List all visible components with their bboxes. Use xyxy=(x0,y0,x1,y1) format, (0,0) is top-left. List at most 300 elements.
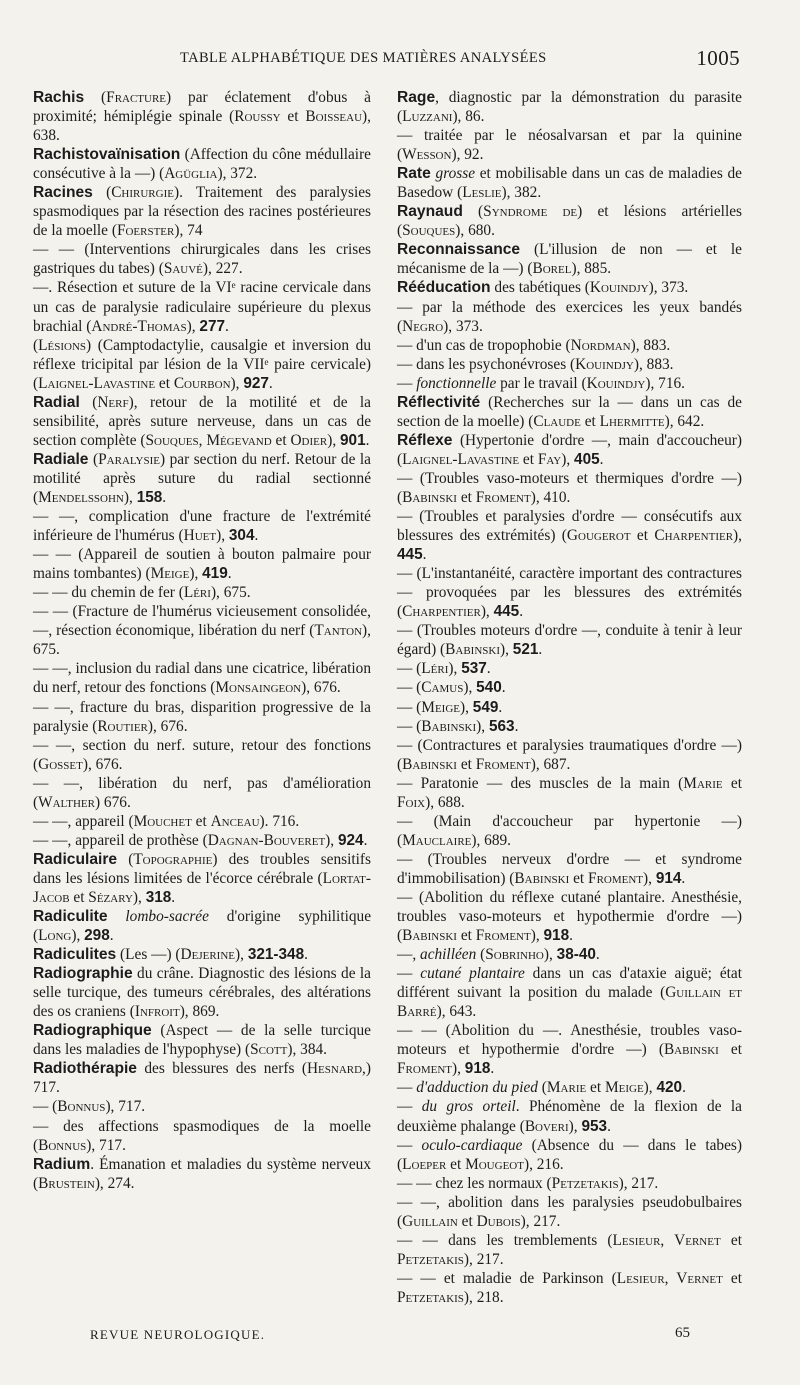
entry-text: ), xyxy=(325,831,338,849)
index-entry xyxy=(33,945,371,964)
author-name: Dagnan-Bouveret xyxy=(207,831,326,849)
index-entry xyxy=(33,183,371,240)
entry-text: . xyxy=(498,698,503,716)
entry-text: et xyxy=(586,1079,605,1097)
index-entry xyxy=(33,1021,371,1059)
entry-text: ), 676. xyxy=(82,755,123,773)
italic-term: d'adduction du pied xyxy=(416,1079,538,1097)
entry-text: ), xyxy=(643,869,656,887)
author-name: Meige xyxy=(604,1079,644,1097)
author-name: Froment xyxy=(475,488,531,506)
page-ref-bold: 445 xyxy=(397,546,423,564)
author-name: Sézary xyxy=(88,888,133,906)
entry-text: . xyxy=(607,1117,611,1135)
index-entry xyxy=(33,393,371,450)
entry-text: et xyxy=(580,412,600,430)
entry-text: ), 680. xyxy=(455,222,495,240)
italic-term: lombo-sacrée xyxy=(125,908,209,926)
entry-text: — (Troubles moteurs d'ordre —, conduite à tenir à leur égard) ( xyxy=(397,622,742,659)
entry-heading: Reconnaissance xyxy=(397,241,521,259)
author-name: Loeper xyxy=(402,1155,447,1173)
entry-text: ), 86. xyxy=(452,108,485,126)
entry-heading: Radiographique xyxy=(33,1022,152,1040)
index-entry xyxy=(397,88,742,126)
entry-text xyxy=(108,908,126,925)
entry-text: ), xyxy=(230,374,244,392)
index-entry xyxy=(397,774,742,812)
entry-text: ), xyxy=(189,565,203,583)
index-entry xyxy=(33,1117,371,1155)
entry-text: — (Troubles nerveux d'ordre — et syndrome d'immobilisation) ( xyxy=(397,850,742,887)
author-name: Bonnus xyxy=(38,1136,87,1154)
index-entry xyxy=(33,850,371,907)
author-name: Froment xyxy=(475,755,531,773)
author-name: Borel xyxy=(532,260,572,278)
author-name: Sobrinho xyxy=(485,946,544,964)
entry-text: — —, appareil ( xyxy=(33,812,134,830)
entry-text: et mobilisable dans un cas de maladies de Basedow ( xyxy=(397,165,742,202)
page-ref-bold: 563 xyxy=(488,717,515,735)
italic-term: du gros orteil xyxy=(421,1098,516,1116)
entry-text: ) par section du nerf. Retour de la motilité après suture du radial sectionné ( xyxy=(33,450,371,506)
italic-term: achilléen xyxy=(420,946,477,964)
entry-text: ), retour de la motilité et de la sensibilité, après suture nerveuse, dans un cas de section complète ( xyxy=(33,393,371,449)
entry-text: ,) 717. xyxy=(33,1060,371,1097)
author-name: Lhermitte xyxy=(599,412,665,430)
entry-text: ), xyxy=(476,717,489,735)
author-name: Babinski xyxy=(402,488,457,506)
entry-text: ) (Camptodactylie, causalgie et inversion du réflexe tricipital par lésion de la VIIᵉ paire cervicale) ( xyxy=(33,336,371,392)
index-entry xyxy=(33,336,371,393)
entry-text: — xyxy=(397,374,417,392)
entry-text: ), xyxy=(543,946,557,964)
entry-text: ). 716. xyxy=(259,812,300,830)
page-ref-bold: 420 xyxy=(656,1079,683,1097)
page-ref-bold: 549 xyxy=(472,698,499,716)
index-entry xyxy=(397,431,742,469)
author-name: Lortat-Jacob xyxy=(33,869,371,906)
entry-text: ), 676. xyxy=(301,679,341,697)
entry-text: (Affection du cône médullaire consécutive à la —) ( xyxy=(33,146,371,183)
author-name: Charpentier xyxy=(402,603,481,621)
entry-text: ), xyxy=(480,603,494,621)
index-entry xyxy=(397,1021,742,1078)
entry-text: ), xyxy=(186,317,200,335)
author-name: Babinski xyxy=(445,641,500,659)
index-entry xyxy=(33,1059,371,1097)
entry-text: . xyxy=(538,641,543,659)
entry-text: ), 217. xyxy=(618,1174,659,1192)
index-entry xyxy=(33,1155,371,1193)
entry-text: (Recherches sur la — dans un cas de section de la moelle) ( xyxy=(397,393,742,430)
author-name: Boisseau xyxy=(305,108,363,126)
author-name: Lesieur, Vernet xyxy=(616,1269,723,1287)
entry-text: ), xyxy=(643,1079,657,1097)
entry-text: ), 687. xyxy=(530,755,571,773)
entry-text: et xyxy=(446,1155,466,1173)
entry-heading: Racines xyxy=(33,184,93,202)
entry-text: — d'un cas de tropophobie ( xyxy=(397,336,571,354)
index-entry xyxy=(397,678,742,697)
author-name: Foerster xyxy=(116,222,175,240)
author-name: Agüglia xyxy=(164,165,218,183)
author-name: Lesieur, Vernet xyxy=(612,1231,721,1249)
entry-text: — ( xyxy=(397,679,422,697)
index-entry xyxy=(33,1097,371,1116)
author-name: Babinski xyxy=(663,1041,719,1059)
index-entry xyxy=(33,812,371,831)
page-ref-bold: 304 xyxy=(228,527,255,545)
entry-text: ), 642. xyxy=(664,412,705,430)
index-entry xyxy=(397,469,742,507)
entry-text: ), 384. xyxy=(287,1041,328,1059)
author-name: Souques xyxy=(402,222,456,240)
author-name: Sauvé xyxy=(163,260,203,278)
entry-text: — ( xyxy=(397,717,422,735)
entry-text: dans un cas d'ataxie aiguë; état différent suivant la position du malade ( xyxy=(397,965,742,1002)
page-ref-bold: 445 xyxy=(493,603,520,621)
index-entry xyxy=(397,1269,742,1307)
entry-text: —, xyxy=(397,946,421,964)
entry-text: par le travail ( xyxy=(496,374,587,392)
entry-text: et xyxy=(722,774,742,792)
entry-text: ), 643. xyxy=(436,1003,477,1021)
entry-text: ) et lésions artérielles ( xyxy=(397,203,742,240)
entry-text: ), 74 xyxy=(174,222,203,240)
entry-text: ), xyxy=(451,1060,465,1078)
author-name: Roussy xyxy=(234,108,281,126)
index-entry xyxy=(397,945,742,964)
index-entry xyxy=(397,659,742,678)
author-name: Babinski xyxy=(402,755,457,773)
page-ref-bold: 321-348 xyxy=(247,946,305,964)
entry-text: — — du chemin de fer ( xyxy=(33,584,184,602)
entry-heading: Radiothérapie xyxy=(33,1060,137,1078)
author-name: Huet xyxy=(183,527,217,545)
entry-text: — par la méthode des exercices les yeux bandés ( xyxy=(397,298,742,335)
author-name: Gosset xyxy=(38,755,83,773)
entry-text: — ( xyxy=(33,1098,58,1116)
entry-text: . xyxy=(599,450,604,468)
entry-text: ), xyxy=(123,488,137,506)
index-entry xyxy=(33,602,371,659)
entry-text: ), xyxy=(561,450,575,468)
author-name: André-Thomas xyxy=(91,317,187,335)
author-name: Guillain xyxy=(402,1212,458,1230)
entry-text: des tabétiques ( xyxy=(490,279,590,297)
entry-text: ), 638. xyxy=(33,108,371,145)
author-name: Fracture xyxy=(106,89,167,106)
index-entry xyxy=(33,507,371,545)
entry-text: — (Troubles vaso-moteurs et thermiques d'ordre —) ( xyxy=(397,469,742,506)
entry-heading: Radiculite xyxy=(33,908,108,926)
author-name: Routier xyxy=(97,717,148,735)
author-name: Babinski xyxy=(514,869,570,887)
index-entry xyxy=(397,1193,742,1231)
entry-text: — des affections spasmodiques de la moelle ( xyxy=(33,1117,371,1154)
page-ref-bold: 38-40 xyxy=(556,946,596,964)
author-name: Kouindjy xyxy=(575,355,634,373)
author-name: Laignel-Lavastine xyxy=(38,374,156,392)
entry-text: — — (Appareil de soutien à bouton palmaire pour mains tombantes) ( xyxy=(33,546,371,583)
entry-text: ), 382. xyxy=(501,184,542,202)
entry-text: — —, section du nerf. suture, retour des fonctions ( xyxy=(33,736,371,773)
entry-text: . xyxy=(682,1079,686,1097)
author-name: Petzetakis xyxy=(551,1174,619,1192)
author-name: Mégevand xyxy=(206,431,272,449)
entry-text: — (Troubles et paralysies d'ordre — consécutifs aux blessures des extrémités) ( xyxy=(397,508,742,545)
author-name: Bonnus xyxy=(57,1098,106,1116)
author-name: Petzetakis xyxy=(397,1250,464,1268)
entry-text: ( xyxy=(79,393,98,411)
author-name: Infroit xyxy=(134,1003,180,1021)
author-name: Mougeot xyxy=(465,1155,524,1173)
entry-text: et xyxy=(155,374,174,392)
author-name: Boveri xyxy=(524,1117,569,1135)
index-entry xyxy=(397,240,742,278)
index-entry xyxy=(397,850,742,888)
author-name: Nerf xyxy=(97,393,129,411)
entry-text: ( xyxy=(88,450,99,468)
entry-heading: Réflexe xyxy=(397,431,453,449)
entry-text: ), xyxy=(733,527,742,545)
entry-heading: Rachistovaïnisation xyxy=(33,146,181,164)
entry-text: ), 688. xyxy=(425,793,465,811)
entry-text: ), xyxy=(530,927,544,945)
entry-text: et xyxy=(457,1212,477,1230)
entry-text: . xyxy=(681,869,686,887)
page-ref-bold: 277 xyxy=(199,317,226,335)
author-name: Wesson xyxy=(402,146,452,164)
index-entry xyxy=(33,736,371,774)
entry-text: et xyxy=(191,812,211,830)
entry-text: — (Abolition du réflexe cutané plantaire. Anesthésie, troubles vaso-moteurs et hypothermie d'ordre —) ( xyxy=(397,888,742,945)
author-name: Walther xyxy=(38,793,95,811)
entry-text: (Aspect — de la selle turcique dans les maladies de l'hypophyse) ( xyxy=(33,1022,371,1059)
author-name: Monsaingeon xyxy=(215,679,302,697)
author-name: Hesnard xyxy=(306,1060,363,1078)
author-name: Meige xyxy=(150,565,190,583)
entry-text: — Paratonie — des muscles de la main ( xyxy=(397,774,684,792)
entry-text: ) par éclatement d'obus à proximité; hémiplégie spinale ( xyxy=(33,89,371,126)
signature-number: 65 xyxy=(675,1325,690,1341)
author-name: Anceau xyxy=(210,812,260,830)
entry-text: (Absence du — dans le tabes) ( xyxy=(397,1136,742,1173)
entry-text: ), 676. xyxy=(147,717,188,735)
index-entry xyxy=(397,336,742,355)
author-name: Mendelssohn xyxy=(38,488,124,506)
entry-text: , xyxy=(198,431,207,449)
index-entry xyxy=(33,278,371,335)
entry-text: . xyxy=(304,946,308,964)
entry-text: ), 216. xyxy=(523,1155,564,1173)
entry-text: ) des troubles sensitifs dans les lésions limitées de l'écorce cérébrale ( xyxy=(33,850,371,887)
entry-text: et xyxy=(69,888,89,906)
entry-text: . xyxy=(569,927,573,945)
index-entry xyxy=(397,1078,742,1097)
author-name: Marie xyxy=(546,1079,587,1097)
author-name: Froment xyxy=(475,927,531,945)
author-name: Chirurgie xyxy=(111,184,174,202)
entry-text: — —, libération du nerf, pas d'amélioration ( xyxy=(33,774,371,811)
entry-text: . xyxy=(268,374,273,392)
entry-text: . xyxy=(363,831,368,849)
author-name: Froment xyxy=(588,869,644,887)
author-name: Nordman xyxy=(570,336,631,354)
entry-text: ), 218. xyxy=(463,1288,504,1306)
entry-text: ), 883. xyxy=(630,336,671,354)
author-name: Charpentier xyxy=(654,527,734,545)
index-entry xyxy=(397,126,742,164)
entry-text: ), 373. xyxy=(648,279,689,297)
entry-text: et xyxy=(630,527,655,545)
index-entry xyxy=(33,774,371,812)
author-name: Lésions xyxy=(38,336,87,354)
index-entry xyxy=(397,393,742,431)
entry-text: et xyxy=(720,1231,742,1249)
entry-text: — (L'instantanéité, caractère important des contractures — provoquées par les blessures des extrémités ( xyxy=(397,565,742,621)
entry-text: — —, inclusion du radial dans une cicatrice, libération du nerf, retour des fonctions ( xyxy=(33,660,371,697)
entry-text: . xyxy=(109,927,114,945)
entry-text: ), xyxy=(132,888,146,906)
index-entry xyxy=(397,698,742,717)
index-entry xyxy=(397,564,742,621)
entry-text: ), xyxy=(448,660,462,678)
entry-text: ), 883. xyxy=(633,355,674,373)
index-entry xyxy=(397,202,742,240)
page-ref-bold: 924 xyxy=(337,831,364,849)
author-name: Negro xyxy=(402,317,444,335)
entry-text: — —, fracture du bras, disparition progressive de la paralysie ( xyxy=(33,698,371,735)
index-entry xyxy=(397,888,742,945)
entry-text: — xyxy=(397,1136,422,1154)
entry-text: ( xyxy=(476,946,486,964)
page-ref-bold: 318 xyxy=(145,888,172,906)
index-entry xyxy=(397,164,742,202)
page-ref-bold: 298 xyxy=(84,927,110,945)
index-entry xyxy=(397,1231,742,1269)
page-ref-bold: 914 xyxy=(655,869,682,887)
entry-text: et xyxy=(280,108,306,126)
author-name: Claude xyxy=(533,412,581,430)
entry-text: d'origine syphilitique ( xyxy=(33,908,371,945)
entry-text: ), 217. xyxy=(520,1212,561,1230)
italic-term: oculo-cardiaque xyxy=(421,1136,523,1154)
index-entry xyxy=(397,964,742,1021)
index-column-right xyxy=(397,88,742,1307)
entry-text: ( xyxy=(84,89,107,106)
entry-text: ), xyxy=(216,527,229,545)
index-entry xyxy=(397,507,742,564)
index-entry xyxy=(33,240,371,278)
entry-text: ), 675. xyxy=(33,622,371,659)
author-name: Marie xyxy=(683,774,723,792)
entry-heading: Rage xyxy=(397,89,436,106)
index-entry xyxy=(33,450,371,507)
page-ref-bold: 918 xyxy=(464,1060,491,1078)
entry-text: ), xyxy=(463,679,477,697)
author-name: Mouchet xyxy=(133,812,192,830)
entry-text: . xyxy=(595,946,600,964)
entry-text: et xyxy=(456,927,476,945)
index-entry xyxy=(33,964,371,1021)
entry-heading: Rate xyxy=(397,165,431,183)
index-entry xyxy=(397,298,742,336)
entry-text: . xyxy=(422,546,427,564)
entry-heading: Radiculaire xyxy=(33,850,118,868)
entry-heading: Radium xyxy=(33,1155,91,1173)
entry-text: — — dans les tremblements ( xyxy=(397,1231,613,1249)
author-name: Mauclaire xyxy=(402,831,472,849)
running-title: TABLE ALPHABÉTIQUE DES MATIÈRES ANALYSÉES xyxy=(180,50,547,66)
entry-text: ), 675. xyxy=(210,584,251,602)
entry-text: — —, appareil de prothèse ( xyxy=(33,831,208,849)
entry-text: . xyxy=(501,679,506,697)
entry-text: ), 373. xyxy=(443,317,483,335)
author-name: Odier xyxy=(290,431,328,449)
entry-text: — — chez les normaux ( xyxy=(397,1174,552,1192)
entry-text: — — (Abolition du —. Anesthésie, troubles vaso-moteurs et hypothermie d'ordre —) ( xyxy=(397,1022,742,1059)
page-ref-bold: 901 xyxy=(340,431,366,449)
entry-text: des blessures des nerfs ( xyxy=(136,1060,307,1078)
index-entry xyxy=(397,374,742,393)
entry-text: ). Traitement des paralysies spasmodiques par la résection des racines postérieures de la moelle ( xyxy=(33,184,371,240)
entry-text: (Les —) ( xyxy=(116,946,181,964)
entry-heading: Réflectivité xyxy=(397,393,481,411)
entry-text: — — et maladie de Parkinson ( xyxy=(397,1269,617,1287)
index-entry xyxy=(33,88,371,145)
entry-text: —. Résection et suture de la VIᵉ racine cervicale dans un cas de paralysie radiculaire supérieure du plexus brachial ( xyxy=(33,279,371,335)
page-ref-bold: 405 xyxy=(574,450,600,468)
author-name: Brustein xyxy=(38,1174,95,1192)
page-ref-bold: 158 xyxy=(136,488,163,506)
entry-text: ( xyxy=(92,184,112,202)
author-name: Tanton xyxy=(314,622,363,640)
index-entry xyxy=(397,717,742,736)
page-ref-bold: 927 xyxy=(243,374,269,392)
index-entry xyxy=(397,812,742,850)
entry-text: . xyxy=(227,565,232,583)
author-name: Babinski xyxy=(421,717,477,735)
entry-heading: Raynaud xyxy=(397,203,463,221)
index-entry xyxy=(33,698,371,736)
author-name: Courbon xyxy=(173,374,231,392)
entry-text: et xyxy=(271,431,291,449)
author-name: Froment xyxy=(397,1060,452,1078)
entry-text: . xyxy=(365,431,370,449)
entry-text: — xyxy=(397,1079,417,1097)
entry-text: ), 689. xyxy=(471,831,512,849)
entry-heading: Radiographie xyxy=(33,965,133,983)
entry-text: ), xyxy=(460,698,473,716)
index-entry xyxy=(33,907,371,945)
entry-text: — —, abolition dans les paralysies pseudobulbaires ( xyxy=(397,1193,742,1230)
author-name: Guillain et Barré xyxy=(397,984,743,1021)
index-entry xyxy=(33,659,371,697)
index-entry xyxy=(397,355,742,374)
entry-text: ( xyxy=(537,1079,547,1097)
author-name: Paralysie xyxy=(98,450,160,468)
entry-heading: Radiculites xyxy=(33,946,117,964)
entry-text: — — (Interventions chirurgicales dans les crises gastriques du tabes) ( xyxy=(33,241,371,278)
entry-text: ), 885. xyxy=(571,260,612,278)
author-name: Kouindjy xyxy=(586,374,646,392)
author-name: Laignel-Lavastine xyxy=(402,450,520,468)
entry-text: ), 217. xyxy=(463,1250,504,1268)
index-entry xyxy=(397,278,742,297)
entry-text: ), 92. xyxy=(451,146,484,164)
entry-text: et xyxy=(722,1269,742,1287)
